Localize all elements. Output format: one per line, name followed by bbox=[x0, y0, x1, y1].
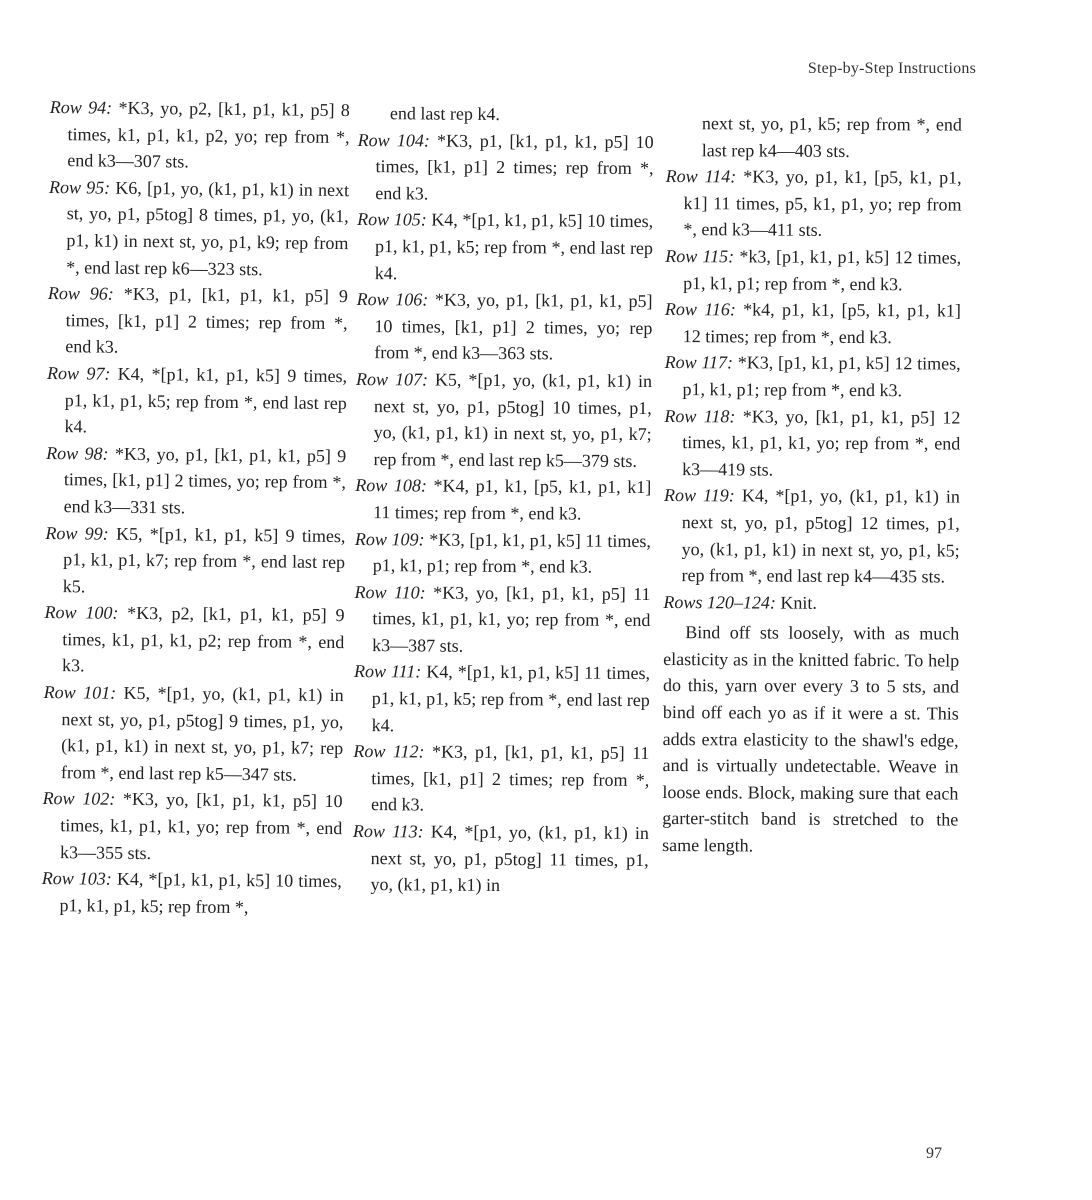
row-label: Row 107: bbox=[355, 368, 429, 390]
row-instruction bbox=[45, 519, 346, 602]
row-text: K4, *[p1, k1, p1, k5] 10 times, p1, k1, p1, k5; rep from *, end last rep k4. bbox=[374, 209, 654, 283]
text-column-1 bbox=[41, 94, 350, 922]
row-label: Row 108: bbox=[355, 475, 428, 496]
row-label: Row 110: bbox=[354, 581, 426, 603]
row-label: Row 116: bbox=[664, 299, 736, 320]
row-text: *K3, yo, [k1, p1, k1, p5] 12 times, k1, p1, k1, yo; rep from *, end k3—419 sts. bbox=[682, 405, 961, 480]
closing-paragraph: Bind off sts loosely, with as much elasticity as in the knitted fabric. To help do this, yarn over every 3 to 5 sts, and bind off each yo as if it were a st. This adds extra elasticity to the shawl's edge, and is virtually undetectable. Weave in loose ends. Block, making sure that each garter-stitch band is stretched to the same length. bbox=[662, 622, 960, 856]
row-text: *K3, p1, [k1, p1, k1, p5] 11 times, [k1, p1] 2 times; rep from *, end k3. bbox=[371, 741, 650, 815]
row-instruction bbox=[354, 658, 651, 740]
row-instruction bbox=[41, 865, 342, 921]
row-text: *K3, [p1, k1, p1, k5] 12 times, p1, k1, p1; rep from *, end k3. bbox=[682, 352, 961, 401]
row-text: K4, *[p1, k1, p1, k5] 10 times, p1, k1, p1, k5; rep from *, bbox=[59, 868, 342, 917]
row-label: Row 114: bbox=[665, 166, 737, 187]
row-instruction bbox=[43, 679, 344, 789]
row-label: Row 113: bbox=[352, 821, 424, 842]
row-label: Row 119: bbox=[663, 485, 735, 506]
row-label: Row 99: bbox=[45, 522, 109, 544]
row-label: Row 105: bbox=[357, 209, 427, 230]
row-text: K5, *[p1, yo, (k1, p1, k1) in next st, yo, p1, p5tog] 9 times, p1, yo, (k1, p1, k1) in next st, yo, p1, k7; rep from *, end last rep k5—347 sts. bbox=[60, 682, 344, 785]
row-label: Rows 120–124: bbox=[663, 591, 776, 613]
row-text: Knit. bbox=[775, 592, 817, 613]
row-instruction bbox=[47, 280, 348, 363]
row-text: *K4, p1, k1, [p5, k1, p1, k1] 11 times; rep from *, end k3. bbox=[373, 475, 652, 524]
row-instruction bbox=[664, 349, 960, 404]
row-instruction bbox=[357, 206, 654, 288]
row-text: K4, *[p1, yo, (k1, p1, k1) in next st, yo, p1, p5tog] 12 times, p1, yo, (k1, p1, k1) in next st, yo, p1, k5; rep from *, end last rep k4—435 sts. bbox=[681, 485, 961, 587]
row-instruction bbox=[352, 818, 649, 900]
row-instruction bbox=[355, 472, 651, 527]
row-instruction bbox=[357, 127, 654, 209]
text-column-2 bbox=[352, 100, 654, 900]
row-label: Row 109: bbox=[354, 528, 425, 549]
row-label: Row 94: bbox=[49, 96, 113, 118]
row-instruction bbox=[665, 296, 961, 351]
row-continuation: end last rep k4. bbox=[389, 103, 500, 124]
row-instruction bbox=[663, 482, 960, 590]
row-instruction bbox=[355, 525, 651, 580]
row-text: *K3, yo, p1, [k1, p1, k1, p5] 9 times, [k1, p1] 2 times, yo; rep from *, end k3—331 sts. bbox=[63, 443, 347, 518]
row-label: Row 97: bbox=[46, 362, 111, 384]
row-instruction bbox=[356, 286, 653, 368]
row-instruction bbox=[42, 785, 343, 868]
row-text: *K3, p2, [k1, p1, k1, p5] 9 times, k1, p1, k1, p2; rep from *, end k3. bbox=[61, 603, 345, 676]
row-text: *K3, yo, p1, k1, [p5, k1, p1, k1] 11 times, p5, k1, p1, yo; rep from *, end k3—411 sts. bbox=[683, 166, 962, 241]
row-instruction bbox=[46, 440, 347, 523]
row-text: K4, *[p1, k1, p1, k5] 9 times, p1, k1, p1, k5; rep from *, end last rep k4. bbox=[64, 363, 348, 437]
row-label: Row 95: bbox=[48, 176, 111, 198]
row-label: Row 115: bbox=[665, 245, 735, 267]
row-label: Row 111: bbox=[353, 661, 422, 682]
row-text: K6, [p1, yo, (k1, p1, k1) in next st, yo, p1, p5tog] 8 times, p1, yo, (k1, p1, k1) in next st, yo, p1, k9; rep from *, end last rep k6—323 sts. bbox=[66, 177, 350, 279]
page-number: 97 bbox=[926, 1145, 942, 1162]
row-instruction bbox=[355, 366, 652, 474]
row-text: *K3, [p1, k1, p1, k5] 11 times, p1, k1, p1; rep from *, end k3. bbox=[372, 528, 652, 577]
row-text: K5, *[p1, yo, (k1, p1, k1) in next st, yo, p1, p5tog] 10 times, p1, yo, (k1, p1, k1) in next st, yo, p1, k7; rep from *, end last rep k5—379 sts. bbox=[373, 369, 653, 471]
row-label: Row 101: bbox=[43, 682, 117, 703]
row-text: K4, *[p1, yo, (k1, p1, k1) in next st, yo, p1, p5tog] 11 times, p1, yo, (k1, p1, k1) in bbox=[370, 821, 649, 896]
row-text: *K3, yo, p2, [k1, p1, k1, p5] 8 times, k1, p1, k1, p2, yo; rep from *, end k3—307 sts. bbox=[67, 97, 350, 172]
row-label: Row 100: bbox=[44, 602, 119, 624]
row-instruction bbox=[664, 403, 960, 484]
row-text: *K3, yo, p1, [k1, p1, k1, p5] 10 times, [k1, p1] 2 times, yo; rep from *, end k3—363 sts. bbox=[374, 289, 653, 364]
row-label: Row 104: bbox=[357, 129, 430, 151]
row-instruction bbox=[353, 738, 650, 820]
row-label: Row 117: bbox=[664, 352, 734, 373]
row-instruction bbox=[354, 579, 651, 661]
row-text: *K3, p1, [k1, p1, k1, p5] 9 times, [k1, p1] 2 times; rep from *, end k3. bbox=[65, 283, 349, 358]
row-text: *k3, [p1, k1, p1, k5] 12 times, p1, k1, p1; rep from *, end k3. bbox=[683, 246, 962, 294]
row-label: Row 98: bbox=[46, 442, 109, 464]
row-instruction bbox=[663, 589, 959, 617]
row-text: *K3, p1, [k1, p1, k1, p5] 10 times, [k1, p1] 2 times; rep from *, end k3. bbox=[375, 130, 654, 204]
row-label: Row 118: bbox=[664, 405, 736, 426]
row-instruction bbox=[48, 174, 349, 284]
row-instruction bbox=[46, 360, 347, 443]
row-instruction bbox=[665, 243, 961, 298]
row-label: Row 103: bbox=[41, 868, 112, 889]
row-label: Row 96: bbox=[47, 283, 114, 304]
row-instruction bbox=[665, 163, 961, 244]
row-instruction bbox=[44, 599, 345, 682]
row-text: *K3, yo, [k1, p1, k1, p5] 10 times, k1, p1, k1, yo; rep from *, end k3—355 sts. bbox=[59, 789, 343, 863]
text-column-3 bbox=[662, 110, 962, 860]
row-instruction bbox=[49, 94, 350, 177]
row-text: K4, *[p1, k1, p1, k5] 11 times, p1, k1, p1, k5; rep from *, end last rep k4. bbox=[371, 661, 651, 735]
row-label: Row 112: bbox=[353, 741, 425, 762]
row-text: *k4, p1, k1, [p5, k1, p1, k1] 12 times; rep from *, end k3. bbox=[682, 299, 961, 347]
row-text: K5, *[p1, k1, p1, k5] 9 times, p1, k1, p1, k7; rep from *, end last rep k5. bbox=[62, 523, 346, 597]
row-label: Row 102: bbox=[42, 788, 116, 810]
row-text: *K3, yo, [k1, p1, k1, p5] 11 times, k1, p1, k1, yo; rep from *, end k3—387 sts. bbox=[372, 582, 651, 656]
row-continuation: next st, yo, p1, k5; rep from *, end last rep k4—403 sts. bbox=[701, 113, 962, 161]
row-label: Row 106: bbox=[356, 289, 429, 310]
running-header: Step-by-Step Instructions bbox=[807, 60, 976, 77]
